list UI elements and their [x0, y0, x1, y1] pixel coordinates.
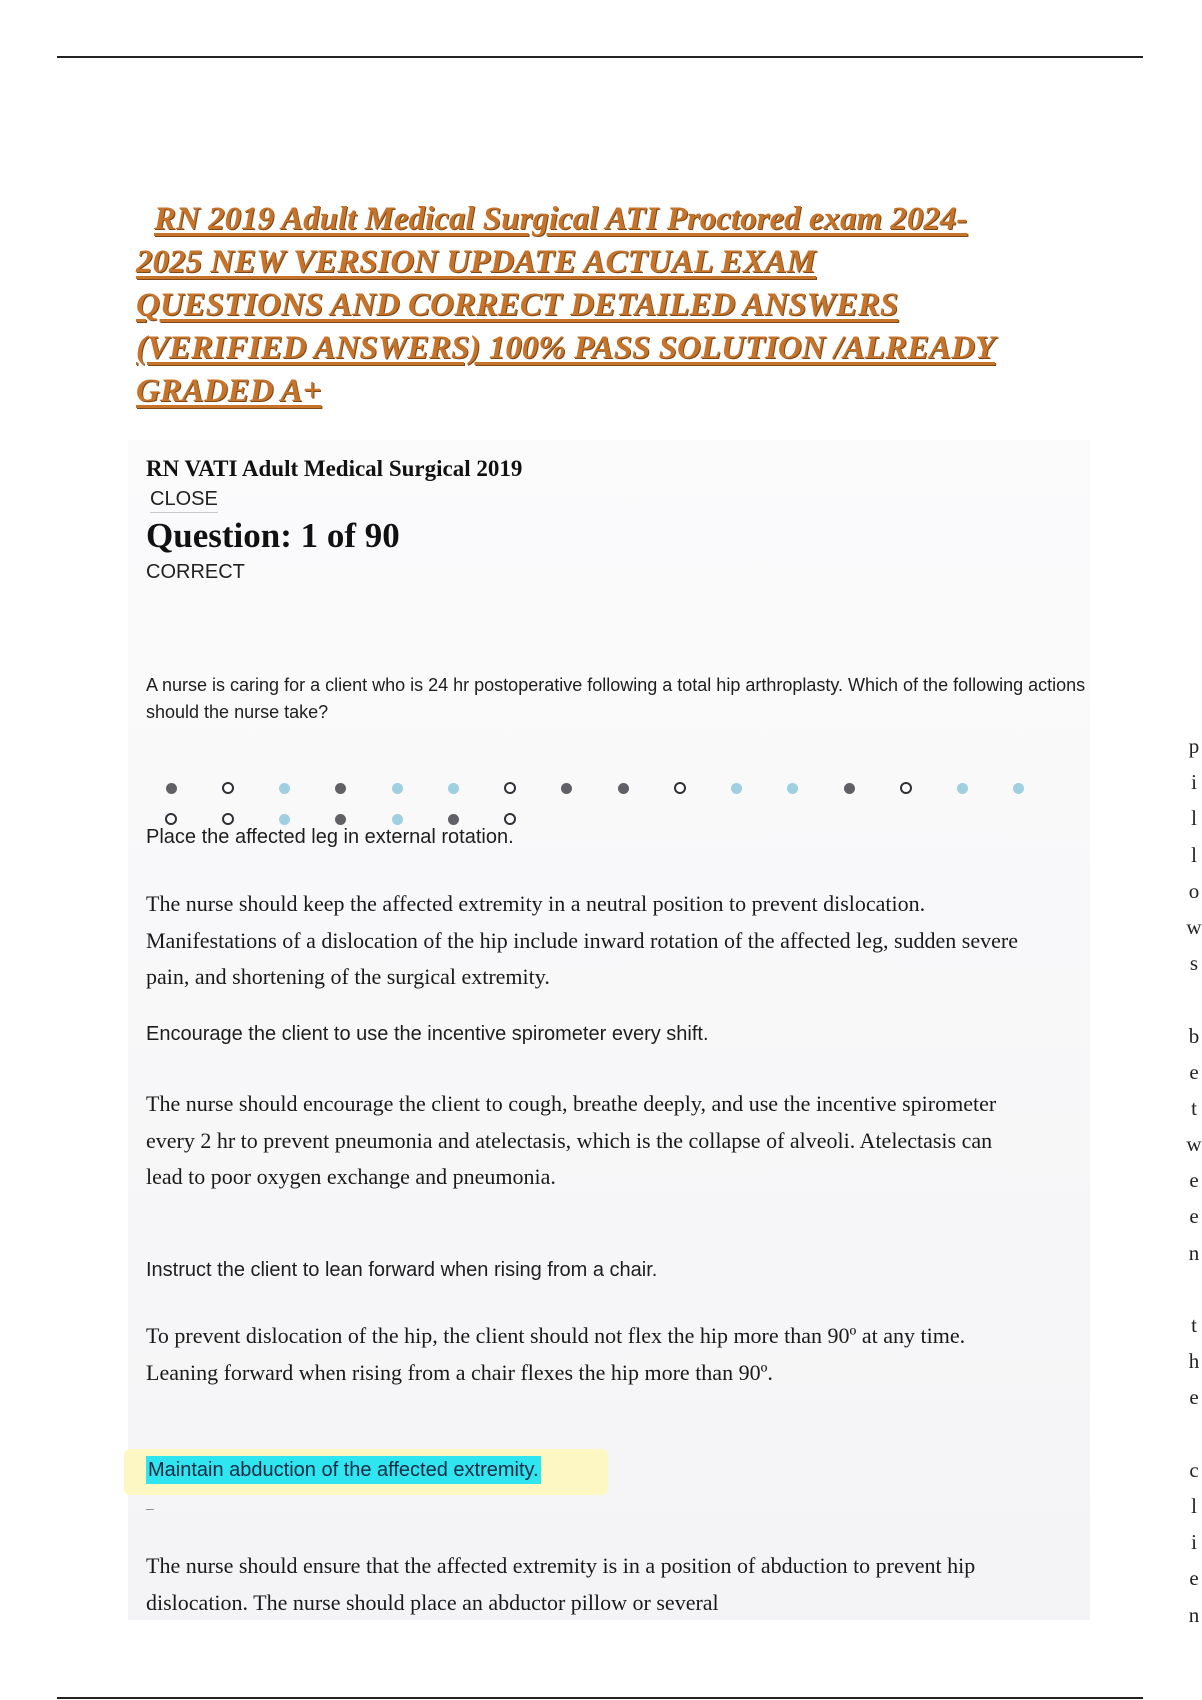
side-letter: l — [1191, 806, 1197, 831]
progress-dot-blue[interactable] — [389, 780, 405, 796]
side-letter: h — [1188, 1349, 1200, 1374]
progress-dot-filled[interactable] — [333, 780, 349, 796]
side-letter: e — [1189, 1385, 1199, 1410]
progress-dot-blue[interactable] — [276, 780, 292, 796]
side-letter — [1186, 1271, 1202, 1307]
progress-dot-ring[interactable] — [220, 780, 236, 796]
progress-dot-filled[interactable] — [333, 811, 349, 827]
side-letter: n — [1188, 1240, 1200, 1265]
title-line: QUESTIONS AND CORRECT DETAILED ANSWERS — [136, 287, 899, 323]
answer-rationale: The nurse should keep the affected extremity in a neutral position to prevent dislocation. Manifestations of a dislocation of the hip include inward rotation of the affected leg, sudden severe pain, and shortening of the surgical extremity. — [146, 891, 1018, 989]
progress-dot-filled[interactable] — [163, 780, 179, 796]
side-letter — [1186, 1416, 1202, 1452]
side-letter: i — [1191, 770, 1197, 795]
top-rule — [57, 56, 1143, 58]
side-letter: t — [1191, 1095, 1197, 1120]
progress-dot-ring[interactable] — [502, 780, 518, 796]
answer-option[interactable]: Instruct the client to lean forward when rising from a chair. — [146, 1259, 658, 1281]
correct-answer-option[interactable]: Maintain abduction of the affected extremity. — [146, 1456, 541, 1484]
title-line: (VERIFIED ANSWERS) 100% PASS SOLUTION /ALREADY — [136, 330, 996, 366]
exam-name: RN VATI Adult Medical Surgical 2019 — [146, 456, 523, 481]
dash-mark: – — [146, 1500, 154, 1516]
side-vertical-text — [1186, 728, 1202, 1633]
side-letter: p — [1188, 734, 1200, 758]
bottom-rule — [57, 1697, 1143, 1699]
progress-dots-row-2 — [163, 811, 559, 827]
answer-option[interactable]: Encourage the client to use the incentive spirometer every shift. — [146, 1023, 709, 1045]
progress-dot-blue[interactable] — [276, 811, 292, 827]
close-button[interactable]: CLOSE — [150, 488, 218, 513]
progress-dot-blue[interactable] — [728, 780, 744, 796]
side-letter: b — [1188, 1023, 1200, 1048]
progress-dot-ring[interactable] — [220, 811, 236, 827]
progress-dot-filled[interactable] — [841, 780, 857, 796]
progress-dot-filled[interactable] — [615, 780, 631, 796]
progress-dot-blue[interactable] — [446, 780, 462, 796]
side-letter — [1186, 981, 1202, 1017]
answer-rationale: The nurse should ensure that the affected extremity is in a position of abduction to prevent hip dislocation. The nurse should place an abductor pillow or several — [146, 1553, 976, 1615]
side-letter: l — [1191, 1493, 1197, 1518]
title-line: RN 2019 Adult Medical Surgical ATI Proctored exam 2024- — [154, 201, 968, 237]
side-letter: n — [1188, 1602, 1200, 1627]
progress-dots-row-1 — [163, 780, 1067, 796]
side-letter: s — [1189, 951, 1199, 976]
side-letter: e — [1189, 1168, 1199, 1193]
side-letter: c — [1189, 1457, 1199, 1482]
title-line: 2025 NEW VERSION UPDATE ACTUAL EXAM — [136, 244, 817, 280]
document-title — [136, 198, 1136, 413]
progress-dot-ring[interactable] — [502, 811, 518, 827]
progress-dot-blue[interactable] — [785, 780, 801, 796]
progress-dot-ring[interactable] — [898, 780, 914, 796]
side-letter: i — [1191, 1530, 1197, 1555]
side-letter: e — [1189, 1566, 1199, 1591]
status-label: CORRECT — [146, 561, 245, 583]
answer-rationale: The nurse should encourage the client to cough, breathe deeply, and use the incentive spirometer every 2 hr to prevent pneumonia and atelectasis, which is the collapse of alveoli. Atelectasis can lead to poor oxygen exchange and pneumonia. — [146, 1091, 997, 1189]
progress-dot-filled[interactable] — [559, 780, 575, 796]
progress-dot-blue[interactable] — [954, 780, 970, 796]
side-letter: t — [1191, 1313, 1197, 1337]
progress-dot-ring[interactable] — [672, 780, 688, 796]
answer-option[interactable]: Place the affected leg in external rotation. — [146, 826, 514, 848]
side-letter: o — [1188, 878, 1200, 903]
side-letter: e — [1189, 1204, 1199, 1229]
side-letter: l — [1191, 842, 1197, 867]
progress-dot-blue[interactable] — [1011, 780, 1027, 796]
progress-dot-filled[interactable] — [446, 811, 462, 827]
answer-rationale: To prevent dislocation of the hip, the client should not flex the hip more than 90º at any time. Leaning forward when rising from a chair flexes the hip more than 90º. — [146, 1323, 966, 1385]
side-letter: w — [1186, 1132, 1202, 1157]
progress-dot-ring[interactable] — [163, 811, 179, 827]
question-counter: Question: 1 of 90 — [146, 516, 400, 555]
side-letter: e — [1189, 1059, 1199, 1084]
side-letter: w — [1186, 914, 1202, 939]
title-line: GRADED A+ — [136, 373, 322, 409]
question-stem: A nurse is caring for a client who is 24 hr postoperative following a total hip arthroplasty. Which of the following actions should the nurse take? — [146, 675, 1086, 722]
progress-dot-blue[interactable] — [389, 811, 405, 827]
